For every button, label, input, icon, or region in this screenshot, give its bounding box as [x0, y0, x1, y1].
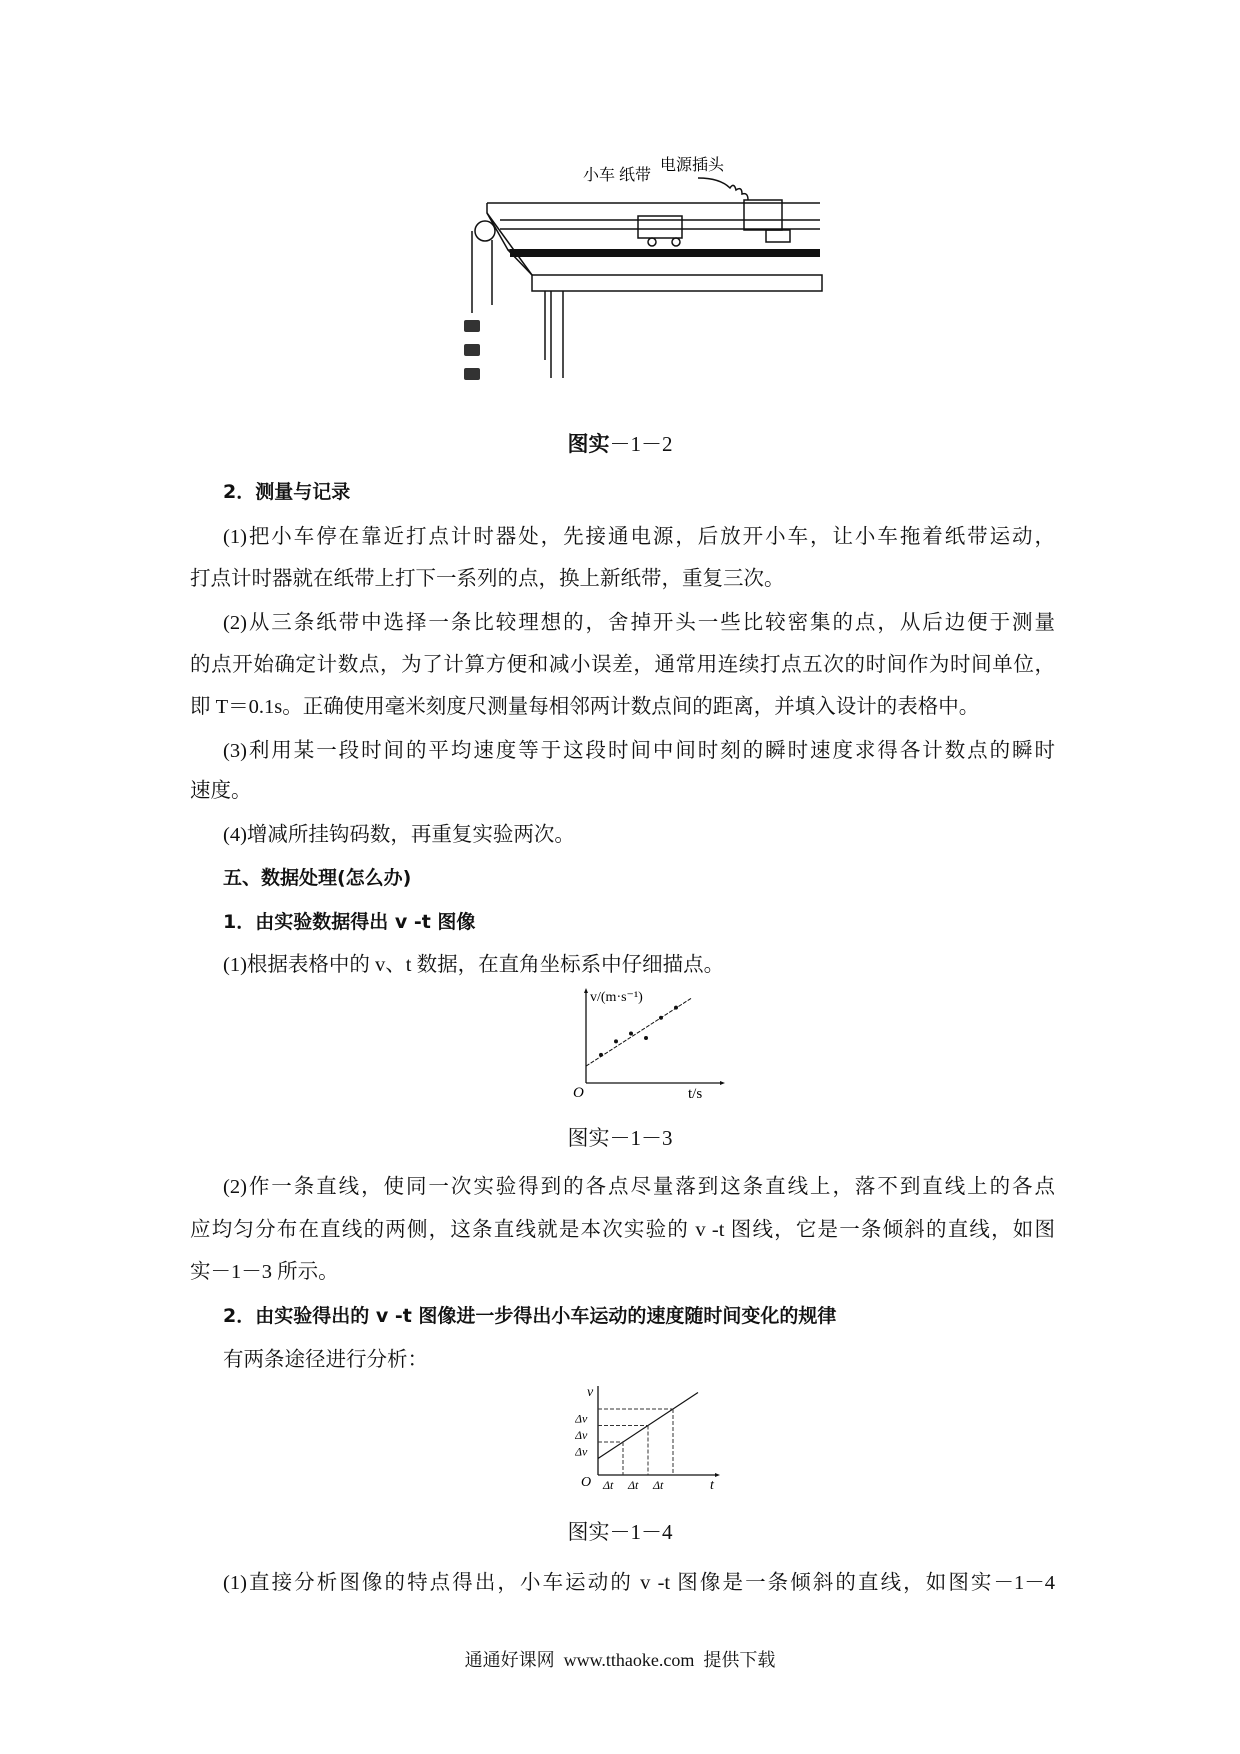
- paragraph-line: (2)作一条直线，使同一次实验得到的各点尽量落到这条直线上，落不到直线上的各点: [223, 1176, 1055, 1198]
- y-tick-label: Δv: [575, 1427, 588, 1442]
- caption-prefix: 图实: [567, 432, 610, 456]
- heading-data-processing: 五、数据处理(怎么办): [223, 867, 412, 889]
- origin-label: O: [573, 1085, 584, 1100]
- footer-suffix: 提供下载: [703, 1650, 776, 1670]
- data-point: [599, 1053, 603, 1057]
- vt-delta-chart: [575, 1378, 725, 1493]
- subheading-2: 2．由实验得出的 v -t 图像进一步得出小车运动的速度随时间变化的规律: [223, 1305, 837, 1327]
- y-axis-label: v/(m·s⁻¹): [590, 990, 643, 1005]
- y-tick-label: Δv: [575, 1444, 588, 1459]
- vt-scatter-chart: [570, 985, 730, 1100]
- paragraph-line: 的点开始确定计数点，为了计算方便和减小误差，通常用连续打点五次的时间作为时间单位，: [190, 654, 1055, 676]
- data-point: [659, 1016, 663, 1020]
- paragraph-line: (2)从三条纸带中选择一条比较理想的，舍掉开头一些比较密集的点，从后边便于测量: [223, 612, 1055, 634]
- paragraph-line: 即 T＝0.1s。正确使用毫米刻度尺测量每相邻两计数点间的距离，并填入设计的表格中。: [190, 696, 980, 718]
- label-power-plug: 电源插头: [660, 157, 725, 174]
- data-point: [644, 1036, 648, 1040]
- paragraph-line: (1)把小车停在靠近打点计时器处，先接通电源，后放开小车，让小车拖着纸带运动，: [223, 526, 1055, 548]
- x-tick-label: Δt: [628, 1478, 639, 1492]
- figure3-caption: 图实－1－3: [567, 1126, 673, 1150]
- paragraph-line: 应均匀分布在直线的两侧，这条直线就是本次实验的 v -t 图线，它是一条倾斜的直线，如图: [190, 1219, 1055, 1241]
- data-point: [614, 1039, 618, 1043]
- paragraph-line: (4)增减所挂钩码数，再重复实验两次。: [223, 824, 575, 846]
- y-tick-label: Δv: [575, 1411, 588, 1426]
- label-cart-tape: 小车 纸带: [583, 167, 652, 184]
- x-axis-label: t/s: [688, 1086, 703, 1100]
- heading-measure: 2．测量与记录: [223, 481, 351, 503]
- x-axis-label: t: [710, 1478, 714, 1493]
- footer: [0, 1646, 1240, 1672]
- paragraph-line: (1)根据表格中的 v、t 数据，在直角坐标系中仔细描点。: [223, 954, 725, 976]
- paragraph-line: 打点计时器就在纸带上打下一系列的点，换上新纸带，重复三次。: [190, 568, 785, 590]
- caption-number: －1－2: [609, 432, 673, 456]
- paragraph-line: (1)直接分析图像的特点得出，小车运动的 v -t 图像是一条倾斜的直线，如图实－1－4: [223, 1572, 1055, 1594]
- paragraph-line: 有两条途径进行分析：: [223, 1349, 428, 1371]
- subheading-1: 1．由实验数据得出 v -t 图像: [223, 911, 476, 933]
- origin-label: O: [581, 1475, 592, 1490]
- paragraph-line: (3)利用某一段时间的平均速度等于这段时间中间时刻的瞬时速度求得各计数点的瞬时: [223, 740, 1055, 762]
- data-point: [674, 1006, 678, 1010]
- data-point: [629, 1032, 633, 1036]
- figure1-caption: [0, 428, 1240, 458]
- x-tick-label: Δt: [603, 1478, 614, 1492]
- x-tick-label: Δt: [653, 1478, 664, 1492]
- y-axis-label: v: [587, 1385, 594, 1400]
- paragraph-line: 实－1－3 所示。: [190, 1261, 339, 1283]
- figure4-caption: 图实－1－4: [567, 1520, 673, 1544]
- footer-site: 通通好课网: [464, 1650, 555, 1670]
- apparatus-figure: [440, 130, 840, 400]
- footer-url[interactable]: www.tthaoke.com: [563, 1650, 695, 1670]
- paragraph-line: 速度。: [190, 780, 252, 802]
